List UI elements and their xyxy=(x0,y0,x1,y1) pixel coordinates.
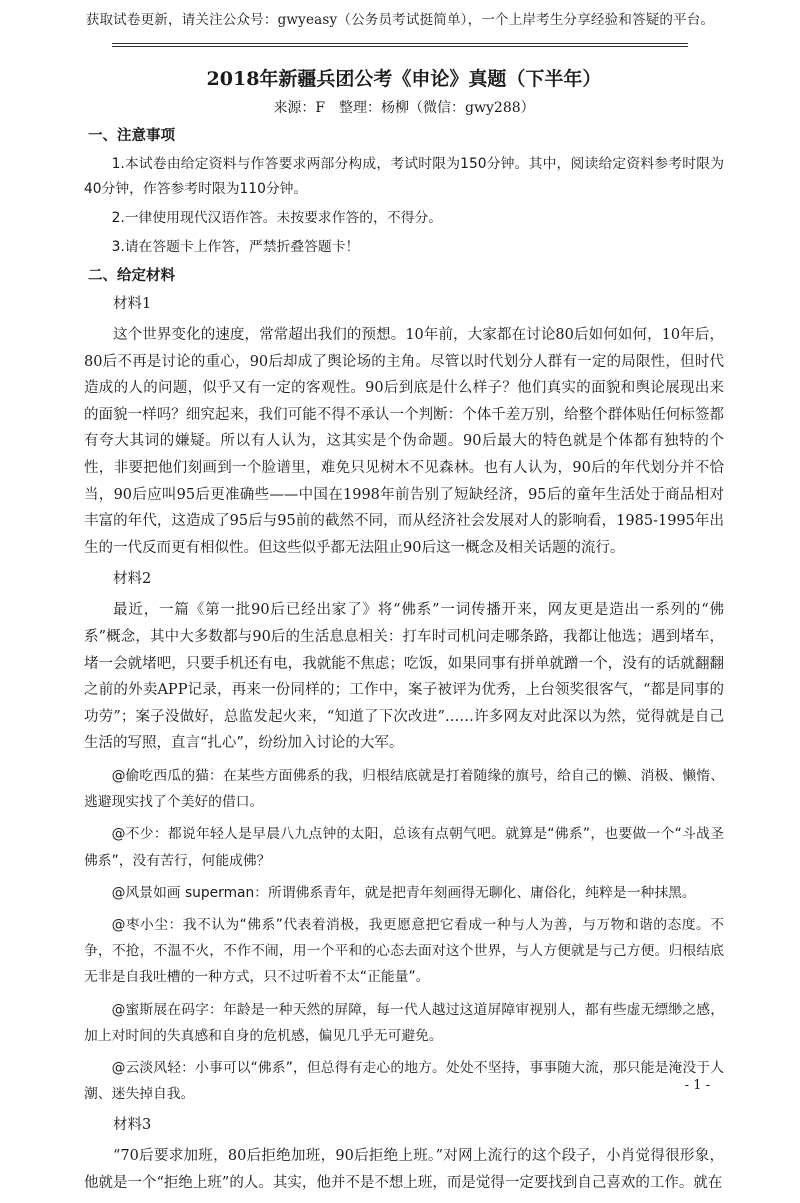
page-header xyxy=(0,0,800,44)
comment-paragraph: @不少：都说年轻人是早晨八九点钟的太阳，总该有点朝气吧。就算是“佛系”，也要做一个“斗战圣佛系”，没有苦行，何能成佛？ xyxy=(84,826,724,869)
comment-paragraph: @云淡风轻：小事可以“佛系”，但总得有走心的地方。处处不坚持，事事随大流，那只能是淹没于人潮、迷失掉自我。 xyxy=(84,1059,724,1103)
section-heading-materials: 二、给定材料 xyxy=(88,267,175,284)
header-notice: 获取试卷更新，请关注公众号：gwyeasy（公务员考试挺简单），一个上岸考生分享经验和答疑的平台。 xyxy=(85,12,715,28)
comment-paragraph: @风景如画 superman：所谓佛系青年，就是把青年刻画得无聊化、庸俗化，纯粹是一种抹黑。 xyxy=(111,884,696,901)
material-1-text: 这个世界变化的速度，常常超出我们的预想。10年前，大家都在讨论80后如何如何，10年后，80后不再是讨论的重心，90后却成了舆论场的主角。尽管以时代划分人群有一定的局限性，但时代造成的人的问题，似乎又有一定的客观性。90后到底是什么样子？他们真实的面貌和舆论展现出来的面貌一样吗？细究起来，我们可能不得不承认一个判断：个体千差万别，给整个群体贴任何标签都有夸大其词的嫌疑。所以有人认为，这其实是个伪命题。90后最大的特色就是个体都有独特的个性，非要把他们刻画到一个脸谱里，难免只见树木不见森林。也有人认为，90后的年代划分并不恰当，90后应叫95后更准确些——中国在1998年前告别了短缺经济，95后的童年生活处于商品相对丰富的年代，这造成了95后与95前的截然不同，而从经济社会发展对人的影响看，1985-1995年出生的一代反而更有相似性。但这些似乎都无法阻止90后这一概念及相关话题的流行。 xyxy=(84,327,724,556)
note-item: 3.请在答题卡上作答，严禁折叠答题卡！ xyxy=(111,239,360,255)
note-item: 2.一律使用现代汉语作答。未按要求作答的，不得分。 xyxy=(111,210,443,226)
material-3-text: “70后要求加班，80后拒绝加班，90后拒绝上班。”对网上流行的这个段子，小肖觉得很形象，他就是一个“拒绝上班”的人。其实，他并不是不想上班，而是觉得一定要找到自己喜欢的工作。就在 xyxy=(84,1148,724,1191)
material-1-title: 材料1 xyxy=(113,296,152,312)
doc-source: 来源：F 整理：杨柳（微信：gwy288） xyxy=(273,100,535,116)
comment-paragraph: @偷吃西瓜的猫：在某些方面佛系的我，归根结底就是打着随缘的旗号，给自己的懒、消极、懒惰、逃避现实找了个美好的借口。 xyxy=(84,767,724,811)
doc-title: 2018年新疆兵团公考《申论》真题（下半年） xyxy=(206,68,602,90)
note-item: 1.本试卷由给定资料与作答要求两部分构成，考试时限为150分钟。其中，阅读给定资料参考时限为40分钟，作答参考时限为110分钟。 xyxy=(84,156,724,197)
section-heading-notes: 一、注意事项 xyxy=(88,127,175,144)
material-2-title: 材料2 xyxy=(113,571,152,588)
notes-list xyxy=(84,152,724,260)
comment-paragraph: @蜜斯展在码字：年龄是一种天然的屏障，每一代人越过这道屏障审视别人，都有些虚无缥缈之感，加上对时间的失真感和自身的危机感，偏见几乎无可避免。 xyxy=(84,1001,724,1044)
header-rule-bottom xyxy=(112,46,688,47)
material-3-title: 材料3 xyxy=(113,1117,152,1134)
header-rule-top xyxy=(112,43,688,44)
page-number: - 1 - xyxy=(684,1078,710,1093)
document-body xyxy=(84,60,724,1203)
material-2-text: 最近，一篇《第一批90后已经出家了》将“佛系”一词传播开来，网友更是造出一系列的“佛系”概念，其中大多数都与90后的生活息息相关：打车时司机问走哪条路，我都让他选；遇到堵车，堵一会就堵吧，只要手机还有电，我就能不焦虑；吃饭，如果同事有拼单就蹭一个，没有的话就翻翻之前的外卖APP记录，再来一份同样的；工作中，案子被评为优秀，上台领奖很客气，“都是同事的功劳”；案子没做好，总监发起火来，“知道了下次改进”……许多网友对此深以为然，觉得就是自己生活的写照，直言“扎心”，纷纷加入讨论的大军。 xyxy=(84,602,724,752)
comment-paragraph: @枣小尘：我不认为“佛系”代表着消极，我更愿意把它看成一种与人为善，与万物和谐的态度。不争，不抢，不温不火，不作不闹，用一个平和的心态去面对这个世界，与人方便就是与己方便。归根结底无非是自我吐槽的一种方式，只不过听着不太“正能量”。 xyxy=(84,916,724,986)
